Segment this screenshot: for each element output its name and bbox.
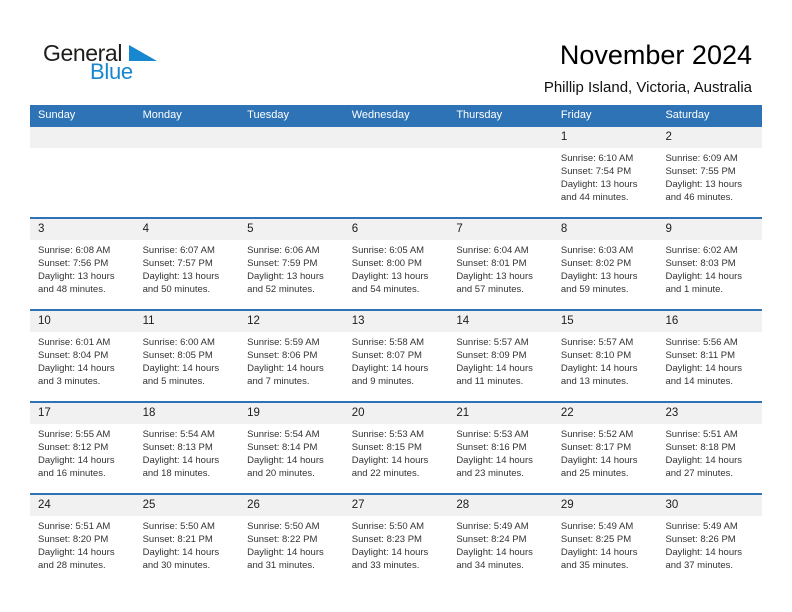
sunrise-line: Sunrise: 5:57 AM: [456, 337, 529, 348]
daylight-minutes-line: and 57 minutes.: [456, 283, 524, 295]
weekday-header-sunday: Sunday: [38, 109, 76, 121]
day-details: [448, 424, 553, 481]
calendar-day-cell-3: [30, 219, 135, 309]
daylight-minutes-line: and 28 minutes.: [38, 559, 106, 571]
day-number: 4: [135, 219, 240, 240]
day-details: [135, 516, 240, 573]
day-number: 15: [553, 311, 658, 332]
sunrise-line: Sunrise: 5:50 AM: [351, 521, 425, 532]
daylight-minutes-line: and 16 minutes.: [38, 467, 106, 479]
sunrise-line: Sunrise: 5:54 AM: [247, 429, 320, 440]
calendar-day-cell-21: [448, 403, 553, 493]
daylight-minutes-line: and 44 minutes.: [560, 191, 629, 203]
day-details: [657, 148, 762, 205]
daylight-hours-line: Daylight: 13 hours: [456, 270, 533, 282]
sunrise-line: Sunrise: 5:57 AM: [560, 337, 634, 348]
logo-text-general: General: [43, 40, 123, 66]
daylight-hours-line: Daylight: 14 hours: [665, 362, 743, 374]
daylight-minutes-line: and 25 minutes.: [560, 467, 629, 479]
calendar-day-cell-17: [30, 403, 135, 493]
daylight-hours-line: Daylight: 13 hours: [665, 178, 743, 190]
sunrise-line: Sunrise: 5:54 AM: [142, 429, 215, 440]
calendar-day-cell-19: [239, 403, 344, 493]
daylight-hours-line: Daylight: 14 hours: [456, 546, 533, 558]
day-number: [344, 127, 449, 148]
calendar-day-cell-11: [135, 311, 240, 401]
day-number: 27: [344, 495, 449, 516]
sunrise-line: Sunrise: 6:02 AM: [665, 245, 738, 256]
day-details: [657, 516, 762, 573]
daylight-minutes-line: and 48 minutes.: [38, 283, 106, 295]
daylight-minutes-line: and 1 minute.: [665, 283, 724, 295]
calendar-day-cell-22: [553, 403, 658, 493]
sunset-line: Sunset: 8:23 PM: [351, 533, 422, 545]
sunset-line: Sunset: 7:55 PM: [665, 165, 736, 177]
calendar-day-cell-5: [239, 219, 344, 309]
daylight-hours-line: Daylight: 13 hours: [247, 270, 324, 282]
daylight-hours-line: Daylight: 14 hours: [38, 362, 115, 374]
calendar-day-cell-empty: [344, 127, 449, 217]
day-details: [344, 332, 449, 389]
calendar-day-cell-16: [657, 311, 762, 401]
calendar-day-cell-25: [135, 495, 240, 585]
day-number: [448, 127, 553, 148]
day-details: [135, 240, 240, 297]
sunset-line: Sunset: 8:01 PM: [456, 257, 527, 269]
calendar-day-cell-15: [553, 311, 658, 401]
day-number: 22: [553, 403, 658, 424]
sunset-line: Sunset: 8:24 PM: [456, 533, 527, 545]
day-details: [30, 424, 135, 481]
daylight-hours-line: Daylight: 14 hours: [665, 270, 743, 282]
calendar-day-cell-9: [657, 219, 762, 309]
sunrise-line: Sunrise: 6:00 AM: [142, 337, 215, 348]
day-details: [448, 516, 553, 573]
calendar-grid: [30, 105, 762, 585]
day-details: [553, 516, 658, 573]
day-number: 8: [553, 219, 658, 240]
general-blue-logo: [43, 40, 173, 88]
daylight-hours-line: Daylight: 14 hours: [142, 362, 220, 374]
day-details: [553, 424, 658, 481]
daylight-hours-line: Daylight: 14 hours: [665, 546, 743, 558]
sunset-line: Sunset: 8:25 PM: [560, 533, 632, 545]
sunrise-line: Sunrise: 5:58 AM: [351, 337, 425, 348]
sunrise-line: Sunrise: 5:56 AM: [665, 337, 738, 348]
day-details: [657, 332, 762, 389]
daylight-hours-line: Daylight: 14 hours: [38, 546, 115, 558]
day-details: [448, 240, 553, 297]
sunset-line: Sunset: 8:26 PM: [665, 533, 736, 545]
sunset-line: Sunset: 8:04 PM: [38, 349, 109, 361]
day-number: 20: [344, 403, 449, 424]
sunset-line: Sunset: 8:22 PM: [247, 533, 318, 545]
sunrise-line: Sunrise: 6:09 AM: [665, 153, 738, 164]
daylight-hours-line: Daylight: 14 hours: [560, 454, 638, 466]
calendar-day-cell-27: [344, 495, 449, 585]
day-number: 12: [239, 311, 344, 332]
sunrise-line: Sunrise: 5:49 AM: [456, 521, 529, 532]
daylight-hours-line: Daylight: 14 hours: [142, 546, 220, 558]
calendar-day-cell-empty: [239, 127, 344, 217]
sunset-line: Sunset: 7:54 PM: [560, 165, 632, 177]
day-number: 2: [657, 127, 762, 148]
day-number: 6: [344, 219, 449, 240]
weekday-header-monday: Monday: [142, 109, 182, 121]
calendar-day-cell-10: [30, 311, 135, 401]
day-number: [239, 127, 344, 148]
sunrise-line: Sunrise: 5:53 AM: [351, 429, 425, 440]
day-details: [30, 240, 135, 297]
weekday-header-row: [30, 105, 762, 125]
daylight-minutes-line: and 59 minutes.: [560, 283, 629, 295]
sunrise-line: Sunrise: 6:07 AM: [142, 245, 215, 256]
day-details: [344, 240, 449, 297]
daylight-hours-line: Daylight: 14 hours: [560, 362, 638, 374]
sunrise-line: Sunrise: 5:49 AM: [560, 521, 634, 532]
sunset-line: Sunset: 8:09 PM: [456, 349, 527, 361]
sunrise-line: Sunrise: 6:10 AM: [560, 153, 634, 164]
sunset-line: Sunset: 8:00 PM: [351, 257, 422, 269]
day-details: [657, 240, 762, 297]
sunset-line: Sunset: 8:21 PM: [142, 533, 213, 545]
sunset-line: Sunset: 7:57 PM: [142, 257, 213, 269]
daylight-minutes-line: and 9 minutes.: [351, 375, 415, 387]
daylight-minutes-line: and 34 minutes.: [456, 559, 524, 571]
day-number: 26: [239, 495, 344, 516]
sunset-line: Sunset: 8:18 PM: [665, 441, 736, 453]
daylight-minutes-line: and 5 minutes.: [142, 375, 205, 387]
sunset-line: Sunset: 8:07 PM: [351, 349, 422, 361]
calendar-day-cell-4: [135, 219, 240, 309]
day-details: [239, 424, 344, 481]
daylight-minutes-line: and 14 minutes.: [665, 375, 734, 387]
daylight-hours-line: Daylight: 14 hours: [351, 362, 429, 374]
day-details: [553, 148, 658, 205]
weekday-header-friday: Friday: [560, 109, 592, 121]
daylight-hours-line: Daylight: 14 hours: [247, 546, 324, 558]
day-number: 23: [657, 403, 762, 424]
page-title: November 2024: [559, 40, 752, 70]
sunset-line: Sunset: 8:10 PM: [560, 349, 632, 361]
calendar-day-cell-14: [448, 311, 553, 401]
daylight-minutes-line: and 30 minutes.: [142, 559, 211, 571]
sunset-line: Sunset: 7:56 PM: [38, 257, 109, 269]
calendar-day-cell-24: [30, 495, 135, 585]
day-details: [239, 332, 344, 389]
day-details: [239, 516, 344, 573]
day-number: 17: [30, 403, 135, 424]
daylight-hours-line: Daylight: 13 hours: [351, 270, 429, 282]
sunset-line: Sunset: 8:11 PM: [665, 349, 735, 361]
daylight-hours-line: Daylight: 14 hours: [351, 454, 429, 466]
day-details: [657, 424, 762, 481]
daylight-minutes-line: and 31 minutes.: [247, 559, 315, 571]
day-number: 3: [30, 219, 135, 240]
day-details: [553, 240, 658, 297]
calendar-day-cell-empty: [30, 127, 135, 217]
weekday-header-tuesday: Tuesday: [247, 109, 289, 121]
day-details: [344, 516, 449, 573]
week-row-2: [30, 217, 762, 309]
sunset-line: Sunset: 8:05 PM: [142, 349, 213, 361]
daylight-hours-line: Daylight: 14 hours: [456, 362, 533, 374]
calendar-day-cell-2: [657, 127, 762, 217]
weekday-header-saturday: Saturday: [665, 109, 710, 121]
day-details: [344, 424, 449, 481]
calendar-day-cell-18: [135, 403, 240, 493]
calendar-day-cell-13: [344, 311, 449, 401]
sunrise-line: Sunrise: 5:59 AM: [247, 337, 320, 348]
day-number: 18: [135, 403, 240, 424]
daylight-minutes-line: and 13 minutes.: [560, 375, 629, 387]
sunset-line: Sunset: 8:14 PM: [247, 441, 318, 453]
daylight-minutes-line: and 35 minutes.: [560, 559, 629, 571]
calendar-day-cell-12: [239, 311, 344, 401]
day-details: [239, 240, 344, 297]
daylight-minutes-line: and 3 minutes.: [38, 375, 101, 387]
day-number: 1: [553, 127, 658, 148]
calendar-day-cell-7: [448, 219, 553, 309]
sunset-line: Sunset: 7:59 PM: [247, 257, 318, 269]
day-details: [30, 516, 135, 573]
weekday-header-wednesday: Wednesday: [351, 109, 410, 121]
calendar-day-cell-28: [448, 495, 553, 585]
sunrise-line: Sunrise: 5:50 AM: [247, 521, 320, 532]
daylight-hours-line: Daylight: 14 hours: [247, 362, 324, 374]
sunrise-line: Sunrise: 5:49 AM: [665, 521, 738, 532]
sunrise-line: Sunrise: 6:06 AM: [247, 245, 320, 256]
calendar-day-cell-23: [657, 403, 762, 493]
calendar-day-cell-26: [239, 495, 344, 585]
daylight-hours-line: Daylight: 13 hours: [560, 178, 638, 190]
daylight-minutes-line: and 33 minutes.: [351, 559, 420, 571]
daylight-hours-line: Daylight: 14 hours: [351, 546, 429, 558]
week-row-4: [30, 401, 762, 493]
day-number: [30, 127, 135, 148]
daylight-hours-line: Daylight: 14 hours: [142, 454, 220, 466]
daylight-hours-line: Daylight: 14 hours: [665, 454, 743, 466]
daylight-minutes-line: and 23 minutes.: [456, 467, 524, 479]
daylight-minutes-line: and 52 minutes.: [247, 283, 315, 295]
daylight-minutes-line: and 37 minutes.: [665, 559, 734, 571]
sunrise-line: Sunrise: 6:04 AM: [456, 245, 529, 256]
daylight-minutes-line: and 22 minutes.: [351, 467, 420, 479]
day-details: [135, 424, 240, 481]
calendar-day-cell-8: [553, 219, 658, 309]
daylight-minutes-line: and 7 minutes.: [247, 375, 310, 387]
day-number: 19: [239, 403, 344, 424]
weekday-header-thursday: Thursday: [456, 109, 503, 121]
calendar-day-cell-empty: [448, 127, 553, 217]
logo-triangle-icon: [129, 45, 157, 66]
day-details: [448, 332, 553, 389]
sunrise-line: Sunrise: 6:01 AM: [38, 337, 111, 348]
daylight-minutes-line: and 27 minutes.: [665, 467, 734, 479]
sunrise-line: Sunrise: 6:03 AM: [560, 245, 634, 256]
daylight-minutes-line: and 11 minutes.: [456, 375, 524, 387]
daylight-hours-line: Daylight: 14 hours: [38, 454, 115, 466]
page-subtitle: Phillip Island, Victoria, Australia: [543, 79, 752, 96]
day-number: 24: [30, 495, 135, 516]
logo-text-blue: Blue: [90, 59, 133, 84]
day-number: 21: [448, 403, 553, 424]
sunset-line: Sunset: 8:13 PM: [142, 441, 213, 453]
sunrise-line: Sunrise: 5:51 AM: [38, 521, 111, 532]
sunset-line: Sunset: 8:15 PM: [351, 441, 422, 453]
week-row-1: [30, 125, 762, 217]
daylight-minutes-line: and 54 minutes.: [351, 283, 420, 295]
day-number: 7: [448, 219, 553, 240]
daylight-hours-line: Daylight: 13 hours: [142, 270, 220, 282]
calendar-day-cell-20: [344, 403, 449, 493]
daylight-hours-line: Daylight: 13 hours: [38, 270, 115, 282]
daylight-hours-line: Daylight: 14 hours: [247, 454, 324, 466]
day-details: [30, 332, 135, 389]
daylight-hours-line: Daylight: 13 hours: [560, 270, 638, 282]
sunset-line: Sunset: 8:20 PM: [38, 533, 109, 545]
sunrise-line: Sunrise: 6:08 AM: [38, 245, 111, 256]
sunset-line: Sunset: 8:02 PM: [560, 257, 632, 269]
day-details: [135, 332, 240, 389]
sunset-line: Sunset: 8:03 PM: [665, 257, 736, 269]
day-number: [135, 127, 240, 148]
sunset-line: Sunset: 8:12 PM: [38, 441, 109, 453]
week-row-5: [30, 493, 762, 585]
calendar-day-cell-29: [553, 495, 658, 585]
day-number: 11: [135, 311, 240, 332]
day-number: 25: [135, 495, 240, 516]
calendar-day-cell-empty: [135, 127, 240, 217]
daylight-minutes-line: and 46 minutes.: [665, 191, 734, 203]
day-number: 14: [448, 311, 553, 332]
daylight-minutes-line: and 20 minutes.: [247, 467, 315, 479]
sunrise-line: Sunrise: 6:05 AM: [351, 245, 425, 256]
day-number: 10: [30, 311, 135, 332]
day-number: 29: [553, 495, 658, 516]
day-details: [553, 332, 658, 389]
day-number: 9: [657, 219, 762, 240]
week-row-3: [30, 309, 762, 401]
sunrise-line: Sunrise: 5:55 AM: [38, 429, 111, 440]
sunrise-line: Sunrise: 5:51 AM: [665, 429, 738, 440]
sunset-line: Sunset: 8:06 PM: [247, 349, 318, 361]
day-number: 16: [657, 311, 762, 332]
day-number: 30: [657, 495, 762, 516]
sunset-line: Sunset: 8:16 PM: [456, 441, 527, 453]
sunrise-line: Sunrise: 5:53 AM: [456, 429, 529, 440]
sunset-line: Sunset: 8:17 PM: [560, 441, 632, 453]
calendar-day-cell-1: [553, 127, 658, 217]
day-number: 28: [448, 495, 553, 516]
daylight-hours-line: Daylight: 14 hours: [560, 546, 638, 558]
day-number: 5: [239, 219, 344, 240]
daylight-minutes-line: and 18 minutes.: [142, 467, 211, 479]
daylight-hours-line: Daylight: 14 hours: [456, 454, 533, 466]
daylight-minutes-line: and 50 minutes.: [142, 283, 211, 295]
sunrise-line: Sunrise: 5:52 AM: [560, 429, 634, 440]
calendar-weeks: [30, 125, 762, 585]
day-number: 13: [344, 311, 449, 332]
sunrise-line: Sunrise: 5:50 AM: [142, 521, 215, 532]
calendar-day-cell-30: [657, 495, 762, 585]
calendar-day-cell-6: [344, 219, 449, 309]
